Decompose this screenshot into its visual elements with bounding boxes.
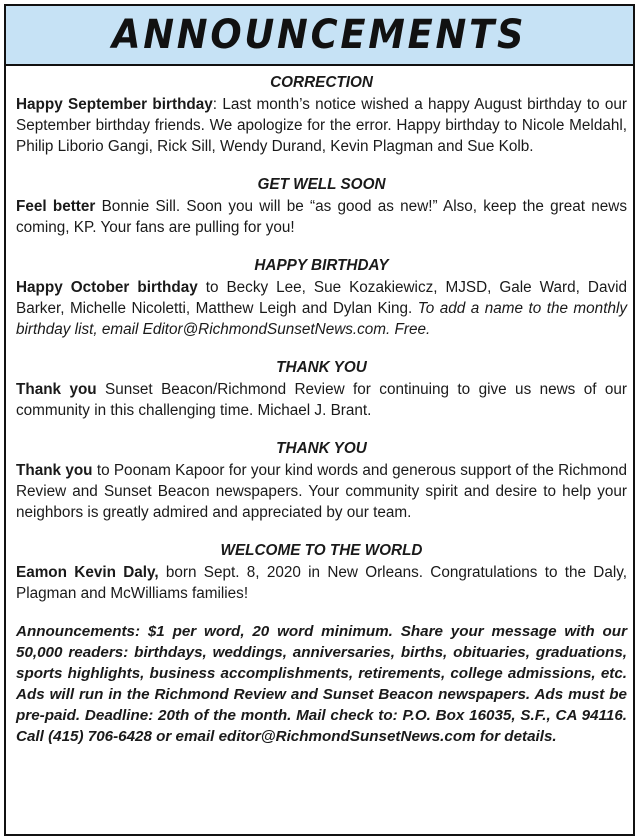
section-body: Sunset Beacon/Richmond Review for continuing to give us news of our community in this challenging time. Michael J. Brant. bbox=[16, 381, 627, 419]
section-italic-note: To add a name to the monthly birthday list, email Editor@RichmondSunsetNews.com. Free. bbox=[16, 300, 627, 338]
section-text bbox=[16, 277, 627, 340]
section-lead: Feel better bbox=[16, 198, 96, 215]
section-happy-birthday bbox=[16, 255, 627, 340]
section-heading: HAPPY BIRTHDAY bbox=[254, 257, 389, 274]
section-lead: Happy September birthday bbox=[16, 96, 213, 113]
section-body: to Becky Lee, Sue Kozakiewicz, MJSD, Gale Ward, David Barker, Michelle Nicoletti, Matthew Leigh and Dylan King. bbox=[16, 279, 628, 317]
section-thank-you-2 bbox=[16, 438, 627, 523]
section-thank-you-1 bbox=[16, 357, 627, 421]
section-welcome-to-the-world bbox=[16, 540, 627, 604]
section-lead: Eamon Kevin Daly, bbox=[16, 564, 159, 581]
section-get-well-soon bbox=[16, 174, 627, 238]
section-text bbox=[16, 196, 627, 238]
section-text bbox=[16, 94, 627, 157]
section-heading: CORRECTION bbox=[270, 74, 373, 91]
announcements-box bbox=[4, 4, 635, 836]
section-heading: THANK YOU bbox=[276, 440, 367, 457]
section-text bbox=[16, 460, 627, 523]
section-body: : Last month’s notice wished a happy August birthday to our September birthday friends. We apologize for the error. Happy birthday to Nicole Meldahl, Philip Liborio Gangi, Rick Sill, Wendy Durand, Kevin Plagman and Sue Kolb. bbox=[16, 96, 628, 155]
section-text bbox=[16, 562, 627, 604]
section-text bbox=[16, 379, 627, 421]
section-lead: Thank you bbox=[16, 381, 97, 398]
page-title: ANNOUNCEMENTS bbox=[112, 12, 527, 58]
section-heading: GET WELL SOON bbox=[257, 176, 386, 193]
section-lead: Happy October birthday bbox=[16, 279, 198, 296]
announcements-body bbox=[16, 72, 627, 747]
section-heading: WELCOME TO THE WORLD bbox=[220, 542, 423, 559]
section-body: born Sept. 8, 2020 in New Orleans. Congratulations to the Daly, Plagman and McWilliams families! bbox=[16, 564, 627, 602]
section-body: to Poonam Kapoor for your kind words and generous support of the Richmond Review and Sunset Beacon newspapers. Your community spirit and desire to help your neighbors is greatly admired and appreciated by our team. bbox=[16, 462, 627, 521]
section-heading: THANK YOU bbox=[276, 359, 367, 376]
title-bar bbox=[6, 6, 633, 66]
section-body: Bonnie Sill. Soon you will be “as good as new!” Also, keep the great news coming, KP. Your fans are pulling for you! bbox=[16, 198, 627, 236]
pricing-notice: Announcements: $1 per word, 20 word minimum. Share your message with our 50,000 readers: birthdays, weddings, anniversaries, births, obituaries, graduations, sports highlights, business accomplishments, retirements, college admissions, etc. Ads will run in the Richmond Review and Sunset Beacon newspapers. Ads must be pre-paid. Deadline: 20th of the month. Mail check to: P.O. Box 16035, S.F., CA 94116. Call (415) 706-6428 or email editor@RichmondSunsetNews.com for details. bbox=[16, 623, 627, 745]
section-correction bbox=[16, 72, 627, 157]
section-lead: Thank you bbox=[16, 462, 93, 479]
